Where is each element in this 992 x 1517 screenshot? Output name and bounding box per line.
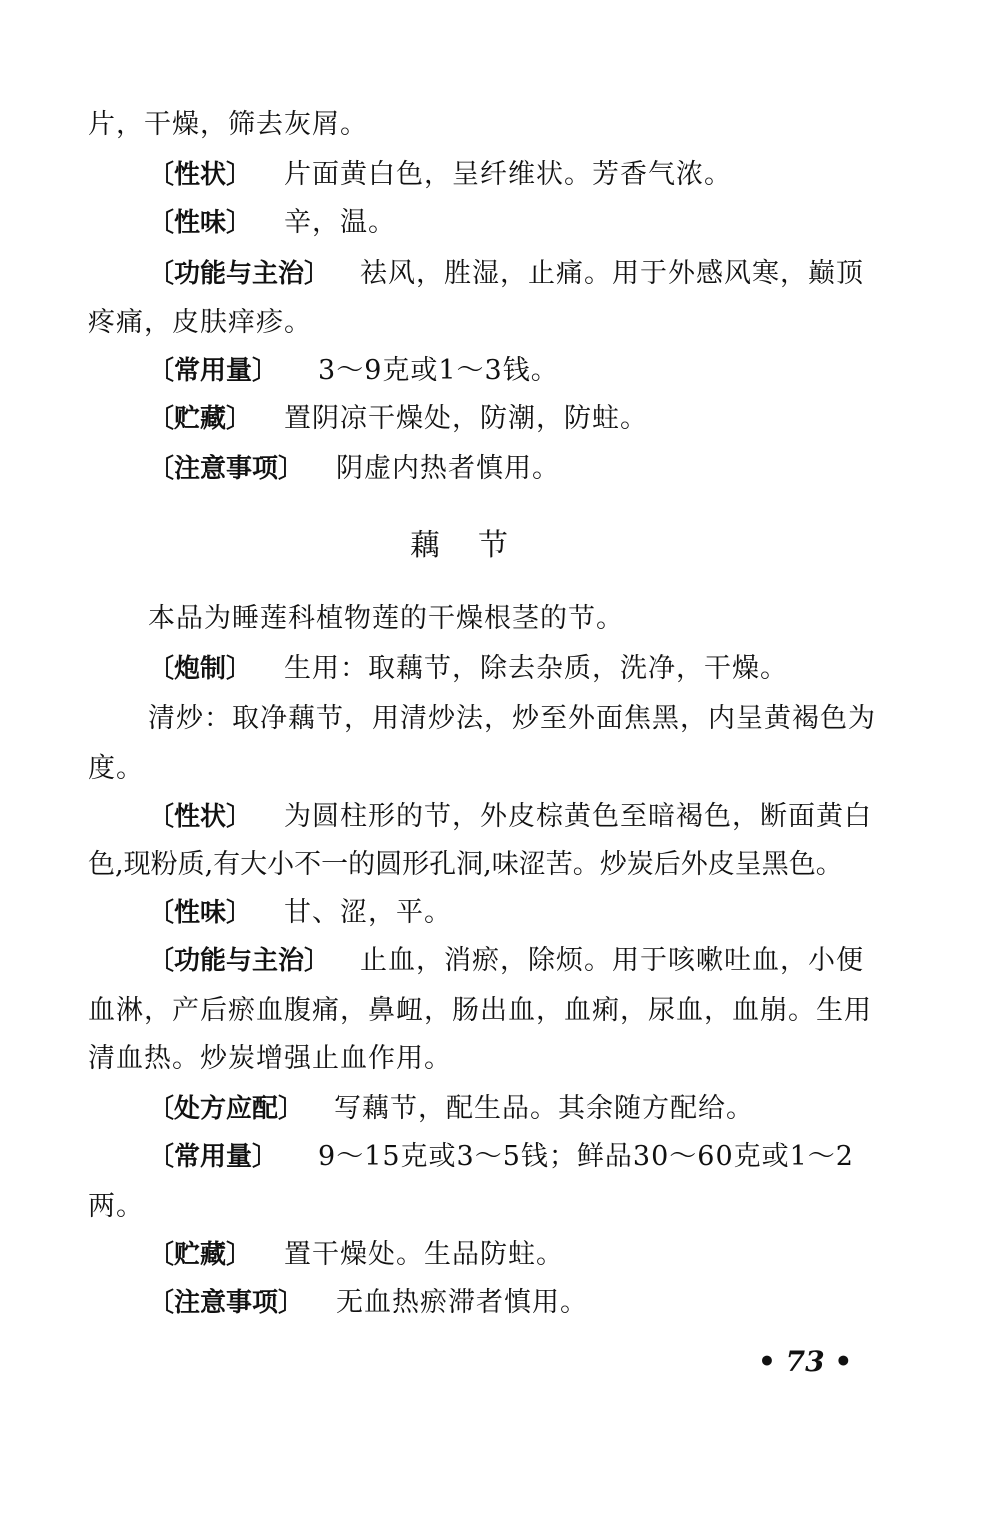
entry-text: 止血，消瘀，除烦。用于咳嗽吐血，小便	[360, 945, 865, 976]
entry-xingzhuang	[148, 800, 872, 834]
entry-text: 无血热瘀滞者慎用。	[336, 1287, 589, 1318]
entry-label: 〔注意事项〕	[148, 454, 305, 484]
entry-label: 〔性味〕	[148, 208, 253, 238]
entry-label: 〔处方应配〕	[148, 1094, 305, 1124]
entry-label: 〔功能与主治〕	[148, 946, 331, 976]
body-text: 血淋，产后瘀血腹痛，鼻衄，肠出血，血痢，尿血，血崩。生用	[88, 995, 872, 1026]
paragraph-line	[88, 1190, 144, 1224]
intro-line	[148, 602, 624, 636]
body-text: 清血热。炒炭增强止血作用。	[88, 1043, 452, 1074]
entry-label: 〔常用量〕	[148, 1142, 279, 1172]
entry-label: 〔性状〕	[148, 160, 253, 190]
paragraph-line	[88, 994, 872, 1028]
entry-text: 祛风，胜湿，止痛。用于外感风寒，巅顶	[360, 258, 865, 289]
entry-label: 〔常用量〕	[148, 356, 279, 386]
entry-text: 甘、涩，平。	[284, 897, 453, 928]
entry-gongneng	[148, 257, 864, 291]
entry-label: 〔贮藏〕	[148, 404, 253, 434]
paragraph-line	[88, 848, 843, 882]
entry-text: 为圆柱形的节，外皮棕黄色至暗褐色，断面黄白	[284, 801, 873, 832]
entry-text: 置干燥处。生品防蛀。	[284, 1239, 565, 1270]
entry-text: 写藕节，配生品。其余随方配给。	[334, 1093, 755, 1124]
entry-text: 3～9克或1～3钱。	[318, 355, 559, 386]
body-text: 清炒：取净藕节，用清炒法，炒至外面焦黑，内呈黄褐色为	[148, 703, 876, 734]
entry-paozhi	[148, 652, 788, 686]
entry-gongneng	[148, 944, 864, 978]
body-text: 色,现粉质,有大小不一的圆形孔洞,味涩苦。炒炭后外皮呈黑色。	[88, 849, 843, 880]
entry-zhucang	[148, 402, 648, 436]
paragraph-line	[88, 108, 368, 142]
page-number: • 73 •	[758, 1345, 853, 1378]
entry-text: 片面黄白色，呈纤维状。芳香气浓。	[284, 159, 733, 190]
paragraph-line	[148, 702, 876, 736]
entry-label: 〔功能与主治〕	[148, 259, 331, 289]
entry-xingzhuang	[148, 158, 732, 192]
entry-yongliang	[148, 354, 559, 388]
body-text: 疼痛，皮肤痒疹。	[88, 307, 312, 338]
entry-chufang	[148, 1092, 754, 1126]
body-text: 片，干燥，筛去灰屑。	[88, 109, 368, 140]
entry-label: 〔炮制〕	[148, 654, 253, 684]
entry-zhuyi	[148, 452, 560, 486]
entry-label: 〔贮藏〕	[148, 1240, 253, 1270]
entry-xingwei	[148, 206, 396, 240]
entry-yongliang	[148, 1140, 854, 1174]
entry-text: 生用：取藕节，除去杂质，洗净，干燥。	[284, 653, 789, 684]
paragraph-line	[88, 1042, 452, 1076]
entry-text: 置阴凉干燥处，防潮，防蛀。	[284, 403, 649, 434]
entry-label: 〔性味〕	[148, 898, 253, 928]
body-text: 本品为睡莲科植物莲的干燥根茎的节。	[148, 603, 624, 634]
section-heading: 藕 节	[410, 528, 512, 563]
entry-xingwei	[148, 896, 452, 930]
entry-text: 阴虚内热者慎用。	[336, 453, 561, 484]
entry-text: 9～15克或3～5钱；鲜品30～60克或1～2	[318, 1141, 854, 1172]
paragraph-line	[88, 752, 144, 786]
entry-zhucang	[148, 1238, 564, 1272]
entry-text: 辛，温。	[284, 207, 397, 238]
entry-label: 〔性状〕	[148, 802, 253, 832]
paragraph-line	[88, 306, 312, 340]
body-text: 度。	[88, 753, 144, 784]
body-text: 两。	[88, 1191, 144, 1222]
entry-label: 〔注意事项〕	[148, 1288, 305, 1318]
entry-zhuyi	[148, 1286, 588, 1320]
